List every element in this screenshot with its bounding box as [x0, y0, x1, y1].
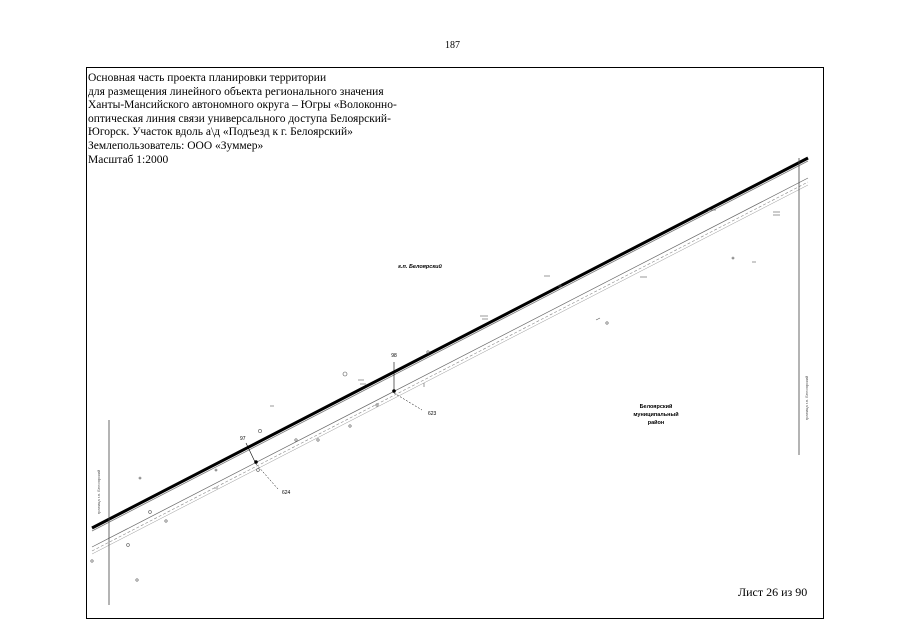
crossing-point-97 [240, 436, 291, 496]
title-line-3: Ханты-Мансийского автономного округа – Югры «Волоконно- [88, 99, 397, 112]
title-line-4: оптическая линия связи универсального доступа Белоярский- [88, 112, 391, 125]
point-label-97: 97 [240, 436, 246, 442]
left-boundary-caption: граница г.п. Белоярский [96, 469, 101, 515]
title-line-5: Югорск. Участок вдоль а\д «Подъезд к г. Белоярский» [88, 126, 353, 139]
district-label-line-3: район [647, 420, 665, 426]
district-label [633, 403, 678, 426]
road-main-line [92, 158, 808, 531]
title-line-6: Землепользователь: ООО «Зуммер» [88, 139, 264, 152]
settlement-label: г.п. Белоярский [398, 264, 442, 270]
title-line-2: для размещения линейного объекта регионального значения [88, 85, 384, 98]
point-label-624: 624 [282, 490, 291, 496]
point-label-623: 623 [428, 411, 437, 417]
district-label-line-2: муниципальный [633, 412, 679, 418]
title-line-7: Масштаб 1:2000 [88, 153, 169, 166]
point-label-98: 98 [391, 353, 397, 359]
title-line-1: Основная часть проекта планировки территории [88, 72, 327, 84]
page-number: 187 [445, 40, 460, 51]
sheet-label: Лист 26 из 90 [738, 585, 808, 599]
right-boundary-caption: граница г.п. Белоярский [804, 375, 809, 421]
district-label-line-1: Белоярский [639, 404, 673, 410]
right-of-way-lines [92, 178, 808, 554]
